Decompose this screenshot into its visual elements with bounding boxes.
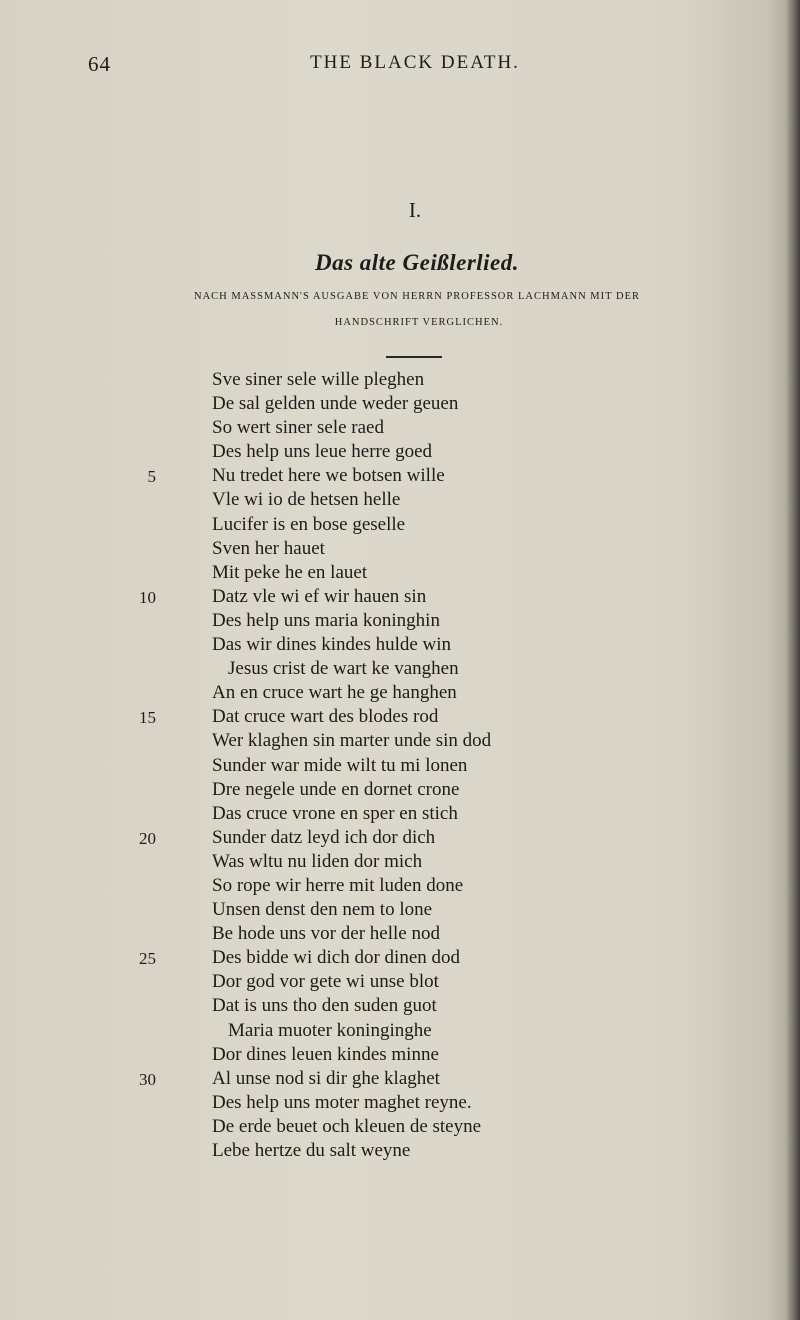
line-text: Des help uns leue herre goed: [212, 441, 433, 463]
line-number: 25: [139, 949, 156, 969]
poem-line: [0, 1092, 800, 1116]
poem-line: [0, 417, 800, 441]
poem-line: [0, 1020, 800, 1044]
poem-line: [0, 465, 800, 489]
line-text: Mit peke he en lauet: [212, 561, 368, 583]
line-text: Dor dines leuen kindes minne: [212, 1043, 439, 1065]
poem-line: [0, 658, 800, 682]
line-text: Jesus crist de wart ke vanghen: [228, 658, 459, 680]
poem-line: [0, 441, 800, 465]
line-text: De sal gelden unde weder geuen: [212, 393, 459, 415]
line-text: Sve siner sele wille pleghen: [212, 369, 425, 390]
poem-line: [0, 706, 800, 730]
line-text: Sven her hauet: [212, 537, 325, 559]
line-text: Al unse nod si dir ghe klaghet: [212, 1067, 440, 1089]
section-numeral: I.: [408, 198, 422, 222]
poem-line: [0, 393, 800, 417]
line-text: Dat cruce wart des blodes rod: [212, 706, 439, 728]
line-text: So wert siner sele raed: [212, 417, 384, 439]
line-number: 20: [139, 828, 156, 848]
poem-line: [0, 538, 800, 562]
line-text: Sunder war mide wilt tu mi lonen: [212, 754, 468, 776]
line-text: Sunder datz leyd ich dor dich: [212, 826, 436, 848]
line-text: Das wir dines kindes hulde win: [212, 634, 452, 656]
poem-line: [0, 971, 800, 995]
poem-line: [0, 634, 800, 658]
running-title: THE BLACK DEATH.: [310, 52, 520, 73]
poem-line: [0, 514, 800, 538]
song-title: Das alte Geißlerlied.: [314, 250, 520, 275]
line-number: 15: [139, 708, 156, 728]
line-text: Lebe hertze du salt weyne: [212, 1140, 411, 1161]
poem-line: [0, 947, 800, 971]
line-text: So rope wir herre mit luden done: [212, 874, 464, 896]
line-text: Nu tredet here we botsen wille: [212, 465, 445, 487]
poem-line: [0, 682, 800, 706]
poem-line: [0, 1068, 800, 1092]
line-text: Des help uns maria koninghin: [212, 609, 440, 631]
line-text: Datz vle wi ef wir hauen sin: [212, 585, 427, 607]
line-text: Unsen denst den nem to lone: [212, 899, 433, 921]
line-number: 5: [147, 467, 156, 487]
poem-line: [0, 562, 800, 586]
poem-line: [0, 755, 800, 779]
line-text: Wer klaghen sin marter unde sin dod: [212, 730, 492, 752]
poem-line: [0, 1116, 800, 1140]
line-text: Vle wi io de hetsen helle: [212, 489, 401, 511]
section-rule: [386, 356, 442, 358]
poem-line: [0, 1140, 800, 1164]
poem-line: [0, 899, 800, 923]
line-text: Das cruce vrone en sper en stich: [212, 802, 458, 824]
poem-line: [0, 827, 800, 851]
running-head: [0, 52, 800, 82]
poem-line: [0, 803, 800, 827]
poem-line: [0, 923, 800, 947]
poem-line: [0, 586, 800, 610]
poem-line: [0, 779, 800, 803]
line-number: 10: [139, 587, 156, 607]
line-text: Dat is uns tho den suden guot: [212, 995, 437, 1017]
line-text: De erde beuet och kleuen de steyne: [212, 1115, 482, 1137]
page-number: 64: [88, 52, 111, 76]
line-text: Lucifer is en bose geselle: [212, 513, 406, 535]
line-text: Dor god vor gete wi unse blot: [212, 971, 439, 993]
line-text: Dre negele unde en dornet crone: [212, 778, 460, 800]
poem-line: [0, 369, 800, 393]
line-text: Was wltu nu liden dor mich: [212, 850, 423, 872]
poem-line: [0, 730, 800, 754]
edition-note-line-1: NACH MASSMANN'S AUSGABE VON HERRN PROFESSOR LACHMANN MIT DER: [194, 291, 640, 302]
line-text: Des bidde wi dich dor dinen dod: [212, 947, 461, 969]
line-text: Be hode uns vor der helle nod: [212, 923, 440, 945]
poem-line: [0, 489, 800, 513]
poem-line: [0, 610, 800, 634]
line-number: 30: [139, 1069, 156, 1089]
line-text: Maria muoter koninginghe: [228, 1019, 432, 1041]
poem-line: [0, 995, 800, 1019]
line-text: Des help uns moter maghet reyne.: [212, 1091, 472, 1113]
edition-note-line-2: HANDSCHRIFT VERGLICHEN.: [334, 317, 504, 328]
poem-body: [0, 369, 800, 1164]
poem-line: [0, 851, 800, 875]
poem-line: [0, 1044, 800, 1068]
poem-line: [0, 875, 800, 899]
line-text: An en cruce wart he ge hanghen: [212, 682, 457, 704]
